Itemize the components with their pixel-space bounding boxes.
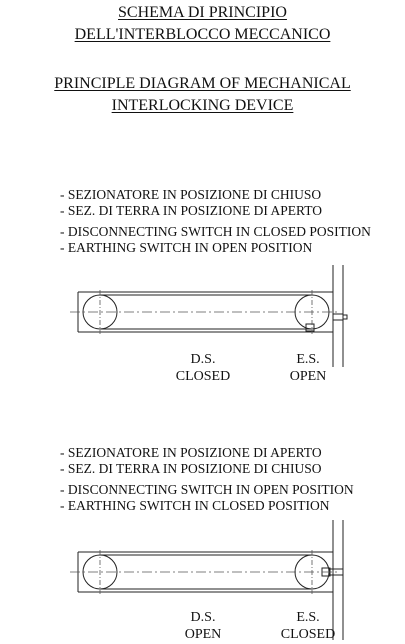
latch-block [333,314,343,320]
note-item: - EARTHING SWITCH IN OPEN POSITION [60,239,313,255]
note-item: - EARTHING SWITCH IN CLOSED POSITION [60,497,330,513]
latch-pin [343,315,347,319]
title-italian-line-1: SCHEMA DI PRINCIPIO [118,4,287,21]
es-state: CLOSED [280,627,336,642]
note-item: - SEZIONATORE IN POSIZIONE DI APERTO [60,445,322,460]
title-italian-line-2: DELL'INTERBLOCCO MECCANICO [74,26,331,43]
ds-name: D.S. [190,610,216,625]
note-item: - SEZIONATORE IN POSIZIONE DI CHIUSO [60,187,322,202]
note-item: - SEZ. DI TERRA IN POSIZIONE DI APERTO [60,202,322,218]
ds-name: D.S. [190,352,216,367]
title-english-line-2: INTERLOCKING DEVICE [111,97,294,114]
section-2-notes [60,445,354,513]
es-state: OPEN [289,369,327,384]
title-english-line-1: PRINCIPLE DIAGRAM OF MECHANICAL [54,75,351,92]
es-label-1 [268,351,348,385]
es-label-2 [268,609,348,643]
section-1-notes [60,187,371,255]
ds-label-1 [163,351,243,385]
ds-state: CLOSED [175,369,231,384]
note-item: - DISCONNECTING SWITCH IN OPEN POSITION [60,482,354,497]
ds-state: OPEN [184,627,222,642]
note-item: - DISCONNECTING SWITCH IN CLOSED POSITION [60,224,371,239]
es-name: E.S. [296,352,320,367]
title-english [0,73,405,117]
es-name: E.S. [296,610,320,625]
ds-label-2 [163,609,243,643]
es-slot [306,324,314,331]
title-italian [0,2,405,46]
note-item: - SEZ. DI TERRA IN POSIZIONE DI CHIUSO [60,460,322,476]
